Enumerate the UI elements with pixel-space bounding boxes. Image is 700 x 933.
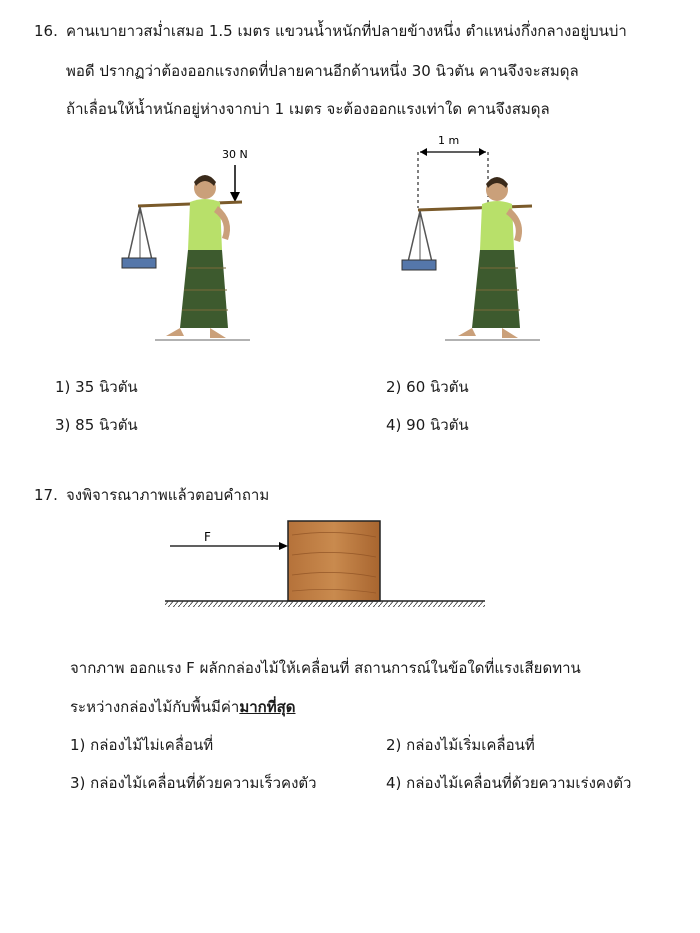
q16-figure-2: [400, 130, 550, 350]
q17-number: 17.: [34, 486, 58, 504]
q16-text-line-2: พอดี ปรากฏว่าต้องออกแรงกดที่ปลายคานอีกด้านหนึ่ง 30 นิวตัน คานจึงจะสมดุล: [66, 62, 579, 80]
q17-figure: [160, 515, 495, 615]
q16-text-line-3: ถ้าเลื่อนให้น้ำหนักอยู่ห่างจากบ่า 1 เมตร จะต้องออกแรงเท่าใด คานจึงสมดุล: [66, 100, 550, 118]
q16-number: 16.: [34, 22, 58, 40]
q16-option-4[interactable]: 4) 90 นิวตัน: [386, 416, 469, 434]
q16-figure-1: [110, 140, 260, 350]
q16-fig2-distance-label: 1 m: [438, 134, 460, 147]
q16-fig1-force-label: 30 N: [222, 148, 248, 161]
q17-description-prefix: ระหว่างกล่องไม้กับพื้นมีค่า: [70, 698, 240, 716]
q17-prompt: จงพิจารณาภาพแล้วตอบคำถาม: [66, 486, 270, 504]
q17-option-4[interactable]: 4) กล่องไม้เคลื่อนที่ด้วยความเร่งคงตัว: [386, 774, 632, 792]
q16-option-3[interactable]: 3) 85 นิวตัน: [55, 416, 138, 434]
q16-option-2[interactable]: 2) 60 นิวตัน: [386, 378, 469, 396]
q17-description-line-2: [70, 696, 296, 718]
q17-force-label: F: [204, 530, 211, 544]
q16-text-line-1: คานเบายาวสม่ำเสมอ 1.5 เมตร แขวนน้ำหนักที่ปลายข้างหนึ่ง ตำแหน่งกึ่งกลางอยู่บนบ่า: [66, 22, 627, 40]
q17-description-line-1: จากภาพ ออกแรง F ผลักกล่องไม้ให้เคลื่อนที่ สถานการณ์ในข้อใดที่แรงเสียดทาน: [70, 659, 581, 677]
q17-option-2[interactable]: 2) กล่องไม้เริ่มเคลื่อนที่: [386, 736, 535, 754]
q17-option-3[interactable]: 3) กล่องไม้เคลื่อนที่ด้วยความเร็วคงตัว: [70, 774, 317, 792]
q17-option-1[interactable]: 1) กล่องไม้ไม่เคลื่อนที่: [70, 736, 214, 754]
q16-option-1[interactable]: 1) 35 นิวตัน: [55, 378, 138, 396]
q17-description-emphasis: มากที่สุด: [239, 698, 296, 716]
